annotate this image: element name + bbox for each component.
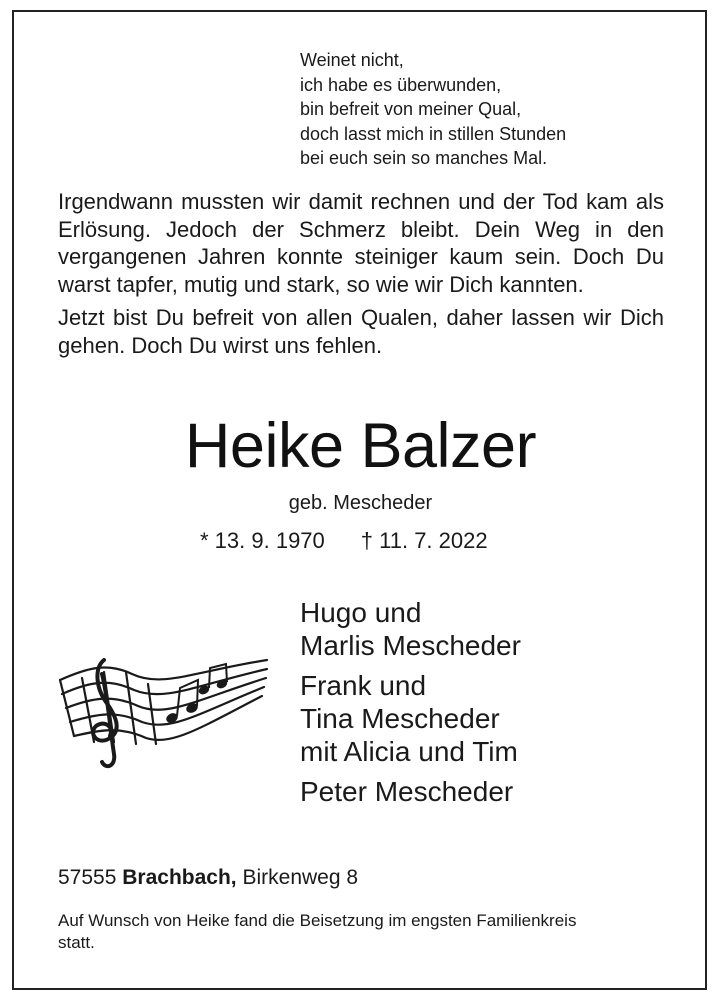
poem-line: doch lasst mich in stillen Stunden (300, 123, 567, 144)
birth-date: * 13. 9. 1970 (200, 528, 325, 553)
poem-line: bei euch sein so manches Mal. (300, 148, 548, 168)
death-date: † 11. 7. 2022 (360, 528, 488, 553)
address (58, 866, 358, 890)
poem-line: bin befreit von meiner Qual, (300, 99, 522, 119)
family-group (300, 775, 521, 808)
address-street: Birkenweg 8 (242, 866, 359, 889)
prose-text (58, 188, 664, 359)
life-dates (200, 528, 488, 554)
deceased-name: Heike Balzer (184, 411, 537, 481)
family-line: Hugo und (300, 597, 422, 628)
family-line: mit Alicia und Tim (300, 736, 518, 767)
poem (300, 48, 566, 171)
address-city: Brachbach, (122, 866, 237, 889)
family-group (300, 596, 521, 662)
family-line: Tina Mescheder (300, 703, 500, 734)
prose-paragraph: Jetzt bist Du befreit von allen Qualen, daher lassen wir Dich gehen. Doch Du wirst uns fehlen. (58, 305, 664, 358)
address-zip: 57555 (58, 866, 117, 889)
burial-note: Auf Wunsch von Heike fand die Beisetzung im engsten Familienkreis statt. (58, 911, 577, 952)
family-line: Marlis Mescheder (300, 630, 521, 661)
family-signatures (300, 596, 521, 808)
family-line: Peter Mescheder (300, 776, 514, 807)
poem-line: Weinet nicht, (300, 50, 404, 70)
poem-line: ich habe es überwunden, (300, 74, 502, 95)
music-staff-notes-icon (52, 658, 272, 778)
maiden-name: geb. Mescheder (288, 492, 433, 514)
family-group (300, 669, 521, 768)
family-line: Frank und (300, 670, 427, 701)
prose-paragraph: Irgendwann mussten wir damit rechnen und der Tod kam als Erlösung. Jedoch der Schmerz bleibt. Dein Weg in den vergangenen Jahren konnte steiniger kaum sein. Doch Du warst tapfer, mutig und stark, so wie wir Dich kannten. (58, 189, 664, 297)
